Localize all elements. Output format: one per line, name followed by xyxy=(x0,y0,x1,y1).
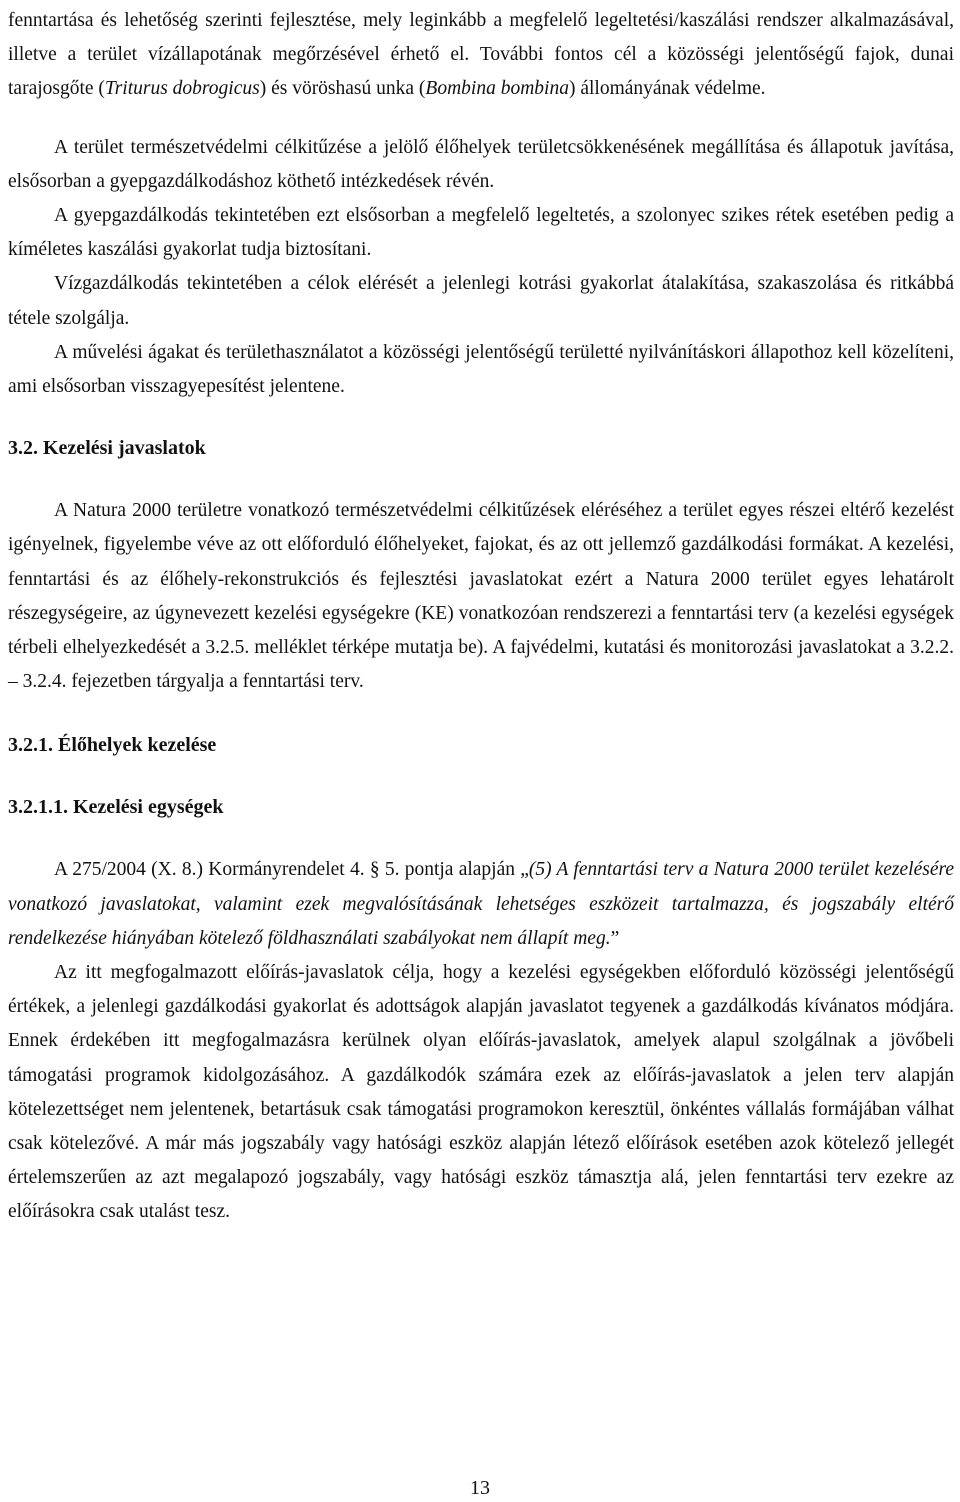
paragraph-conservation-objective: A terület természetvédelmi célkitűzése a jelölő élőhelyek területcsökkenésének megállítása és állapotuk javítása, elsősorban a gyepgazdálkodáshoz köthető intézkedések révén. xyxy=(8,136,954,192)
paragraph-text: ) állományának védelme. xyxy=(568,78,766,100)
heading-kezelesi-javaslatok: 3.2. Kezelési javaslatok xyxy=(8,437,206,460)
paragraph-text: ) és vöröshasú unka ( xyxy=(259,78,426,100)
paragraph-text: fenntartása és lehetőség szerinti fejlesztése, mely leginkább a megfelelő legeltetési/kaszálási rendszer alkalmazásával, illetve a terület vízállapotának megőrzésével érhető el. További fontos cél a közösségi jelentőségű fajok, dunai tarajosgőte ( xyxy=(8,10,954,100)
heading-kezelesi-egysegek: 3.2.1.1. Kezelési egységek xyxy=(8,796,224,819)
heading-elohelyek-kezelese: 3.2.1. Élőhelyek kezelése xyxy=(8,734,217,757)
paragraph-habitat-goals xyxy=(8,4,954,107)
page-number: 13 xyxy=(470,1477,490,1499)
paragraph-text: ” xyxy=(610,927,620,949)
paragraph-prescription-proposals: Az itt megfogalmazott előírás-javaslatok célja, hogy a kezelési egységekben előforduló közösségi jelentőségű értékek, a jelenlegi gazdálkodási gyakorlat és adottságok alapján javaslatot tegyenek a gazdálkodás kívánatos módjára. Ennek érdekében itt megfogalmazásra kerülnek olyan előírás-javaslatok, amelyek alapul szolgálnak a jövőbeli támogatási programok kidolgozásához. A gazdálkodók számára ezek az előírás-javaslatok a jelen terv alapján kötelezettséget nem jelentenek, betartásuk csak támogatási programokon keresztül, önkéntes vállalás formájában válhat csak kötelezővé. A már más jogszabály vagy hatósági eszköz alapján létező előírások esetében azok kötelező jellegét értelemszerűen az azt megalapozó jogszabály, vagy hatósági eszköz támasztja alá, jelen fenntartási terv ezekre az előírásokra csak utalást tesz. xyxy=(8,962,954,1223)
paragraph-land-use: A művelési ágakat és területhasználatot a közösségi jelentőségű területté nyilvánításkori állapothoz kell közelíteni, ami elsősorban visszagyepesítést jelentene. xyxy=(8,341,954,398)
paragraph-management-proposals: A Natura 2000 területre vonatkozó természetvédelmi célkitűzések eléréséhez a terület egyes részei eltérő kezelést igényelnek, figyelembe véve az ott előforduló élőhelyeket, fajokat, és az ott jellemző gazdálkodási formákat. A kezelési, fenntartási és az élőhely-rekonstrukciós és fejlesztési javaslatokat ezért a Natura 2000 terület egyes lehatárolt részegységeire, az úgynevezett kezelési egységekre (KE) vonatkozóan rendszerezi a fenntartási terv (a kezelési egységek térbeli elhelyezkedését a 3.2.5. melléklet térképe mutatja be). A fajvédelmi, kutatási és monitorozási javaslatokat a 3.2.2. – 3.2.4. fejezetben tárgyalja a fenntartási terv. xyxy=(8,500,954,693)
quoted-decree-text: (5) A fenntartási terv a Natura 2000 terület kezelésére vonatkozó javaslatokat, valamint ezek megvalósításának lehetséges eszközeit tartalmazza, és jogszabály eltérő rendelkezése hiányában kötelező földhasználati szabályokat nem állapít meg. xyxy=(8,859,954,949)
paragraph-decree-quote xyxy=(8,853,954,956)
paragraph-grassland-management: A gyepgazdálkodás tekintetében ezt elsősorban a megfelelő legeltetés, a szolonyec szikes rétek esetében pedig a kíméletes kaszálási gyakorlat tudja biztosítani. xyxy=(8,205,954,261)
paragraph-water-management: Vízgazdálkodás tekintetében a célok elérését a jelenlegi kotrási gyakorlat átalakítása, szakaszolása és ritkábbá tétele szolgálja. xyxy=(8,273,954,329)
paragraph-text: A 275/2004 (X. 8.) Kormányrendelet 4. § 5. pontja alapján „ xyxy=(54,859,529,881)
species-name-bombina: Bombina bombina xyxy=(425,78,569,100)
species-name-triturus: Triturus dobrogicus xyxy=(104,78,260,100)
document-page xyxy=(8,4,954,1230)
